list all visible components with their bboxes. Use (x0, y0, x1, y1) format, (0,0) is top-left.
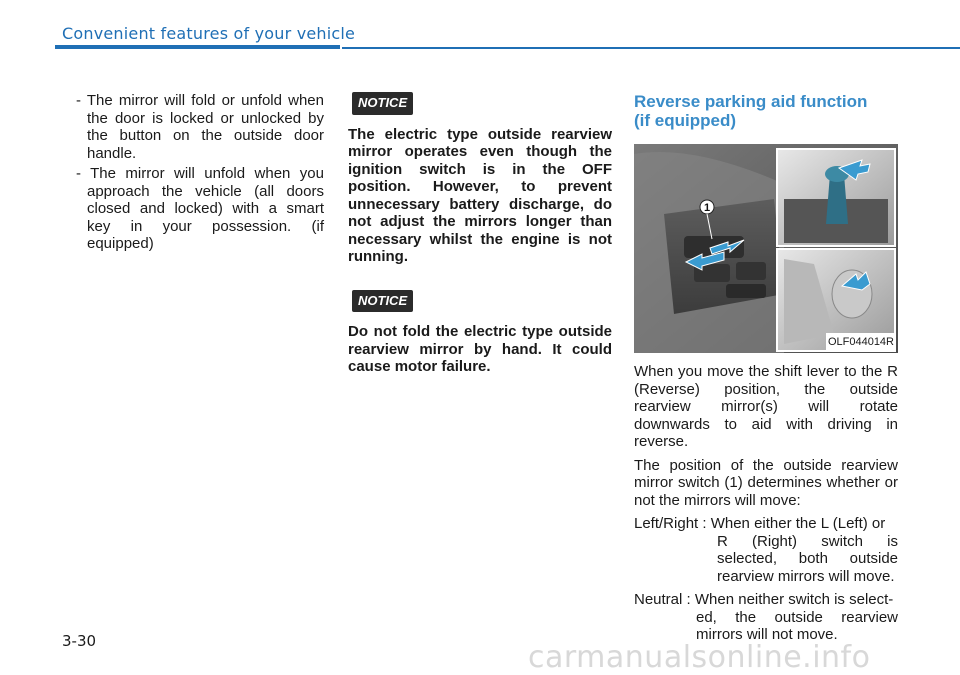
definition-term: Neutral : (634, 591, 691, 608)
notice-badge: NOTICE (352, 92, 413, 115)
notice-block-motor (348, 290, 612, 376)
section-title (634, 92, 898, 130)
middle-column (348, 92, 612, 376)
watermark: carmanualsonline.info (528, 640, 871, 675)
paragraph-switch-position: The position of the outside rearview mirror switch (1) determines whether or not the mirrors will move: (634, 456, 898, 509)
illustration-svg (634, 144, 898, 353)
header-rule-thin (342, 47, 960, 49)
definition-term: Left/Right : (634, 515, 707, 532)
definition-desc-rest: R (Right) switch is selected, both outside rearview mirrors will move. (717, 532, 898, 585)
definition-desc-rest: ed, the outside rearview mirrors will not move. (696, 608, 898, 643)
bullet-item-smart-key: - The mirror will unfold when you approach the vehicle (all doors closed and locked) with a smart key in your possession. (if equipped) (76, 165, 324, 252)
callout-number: 1 (703, 202, 711, 214)
definition-desc-first: When neither switch is select- (694, 591, 894, 608)
left-column (76, 92, 324, 256)
header-rule-thick (55, 45, 340, 49)
page-number: 3-30 (62, 632, 97, 650)
notice-text-motor: Do not fold the electric type outside rearview mirror by hand. It could cause motor failure. (348, 323, 612, 375)
definition-desc-first: When either the L (Left) or (710, 515, 886, 532)
page-header-title: Convenient features of your vehicle (62, 24, 356, 43)
bullet-item-door-lock: - The mirror will fold or unfold when the door is locked or unlocked by the button on the outside door handle. (76, 92, 324, 162)
definition-left-right (634, 515, 898, 585)
paragraph-reverse: When you move the shift lever to the R (Reverse) position, the outside rearview mirror(s) will rotate downwards to aid with driving in reverse. (634, 363, 898, 450)
figure-caption: OLF044014R (826, 333, 896, 353)
definition-neutral (634, 591, 898, 644)
right-column (634, 92, 898, 644)
mirror-switch-illustration (634, 144, 898, 353)
section-title-line2: (if equipped) (634, 111, 736, 130)
notice-badge: NOTICE (352, 290, 413, 313)
notice-text-battery: The electric type outside rearview mirror operates even though the ignition switch is in the OFF position. However, to prevent unnecessary battery discharge, do not adjust the mirrors longer than necessary whilst the engine is not running. (348, 125, 612, 265)
section-title-line1: Reverse parking aid function (634, 92, 868, 111)
notice-block-battery (348, 92, 612, 266)
shift-lever-inset (777, 149, 895, 246)
